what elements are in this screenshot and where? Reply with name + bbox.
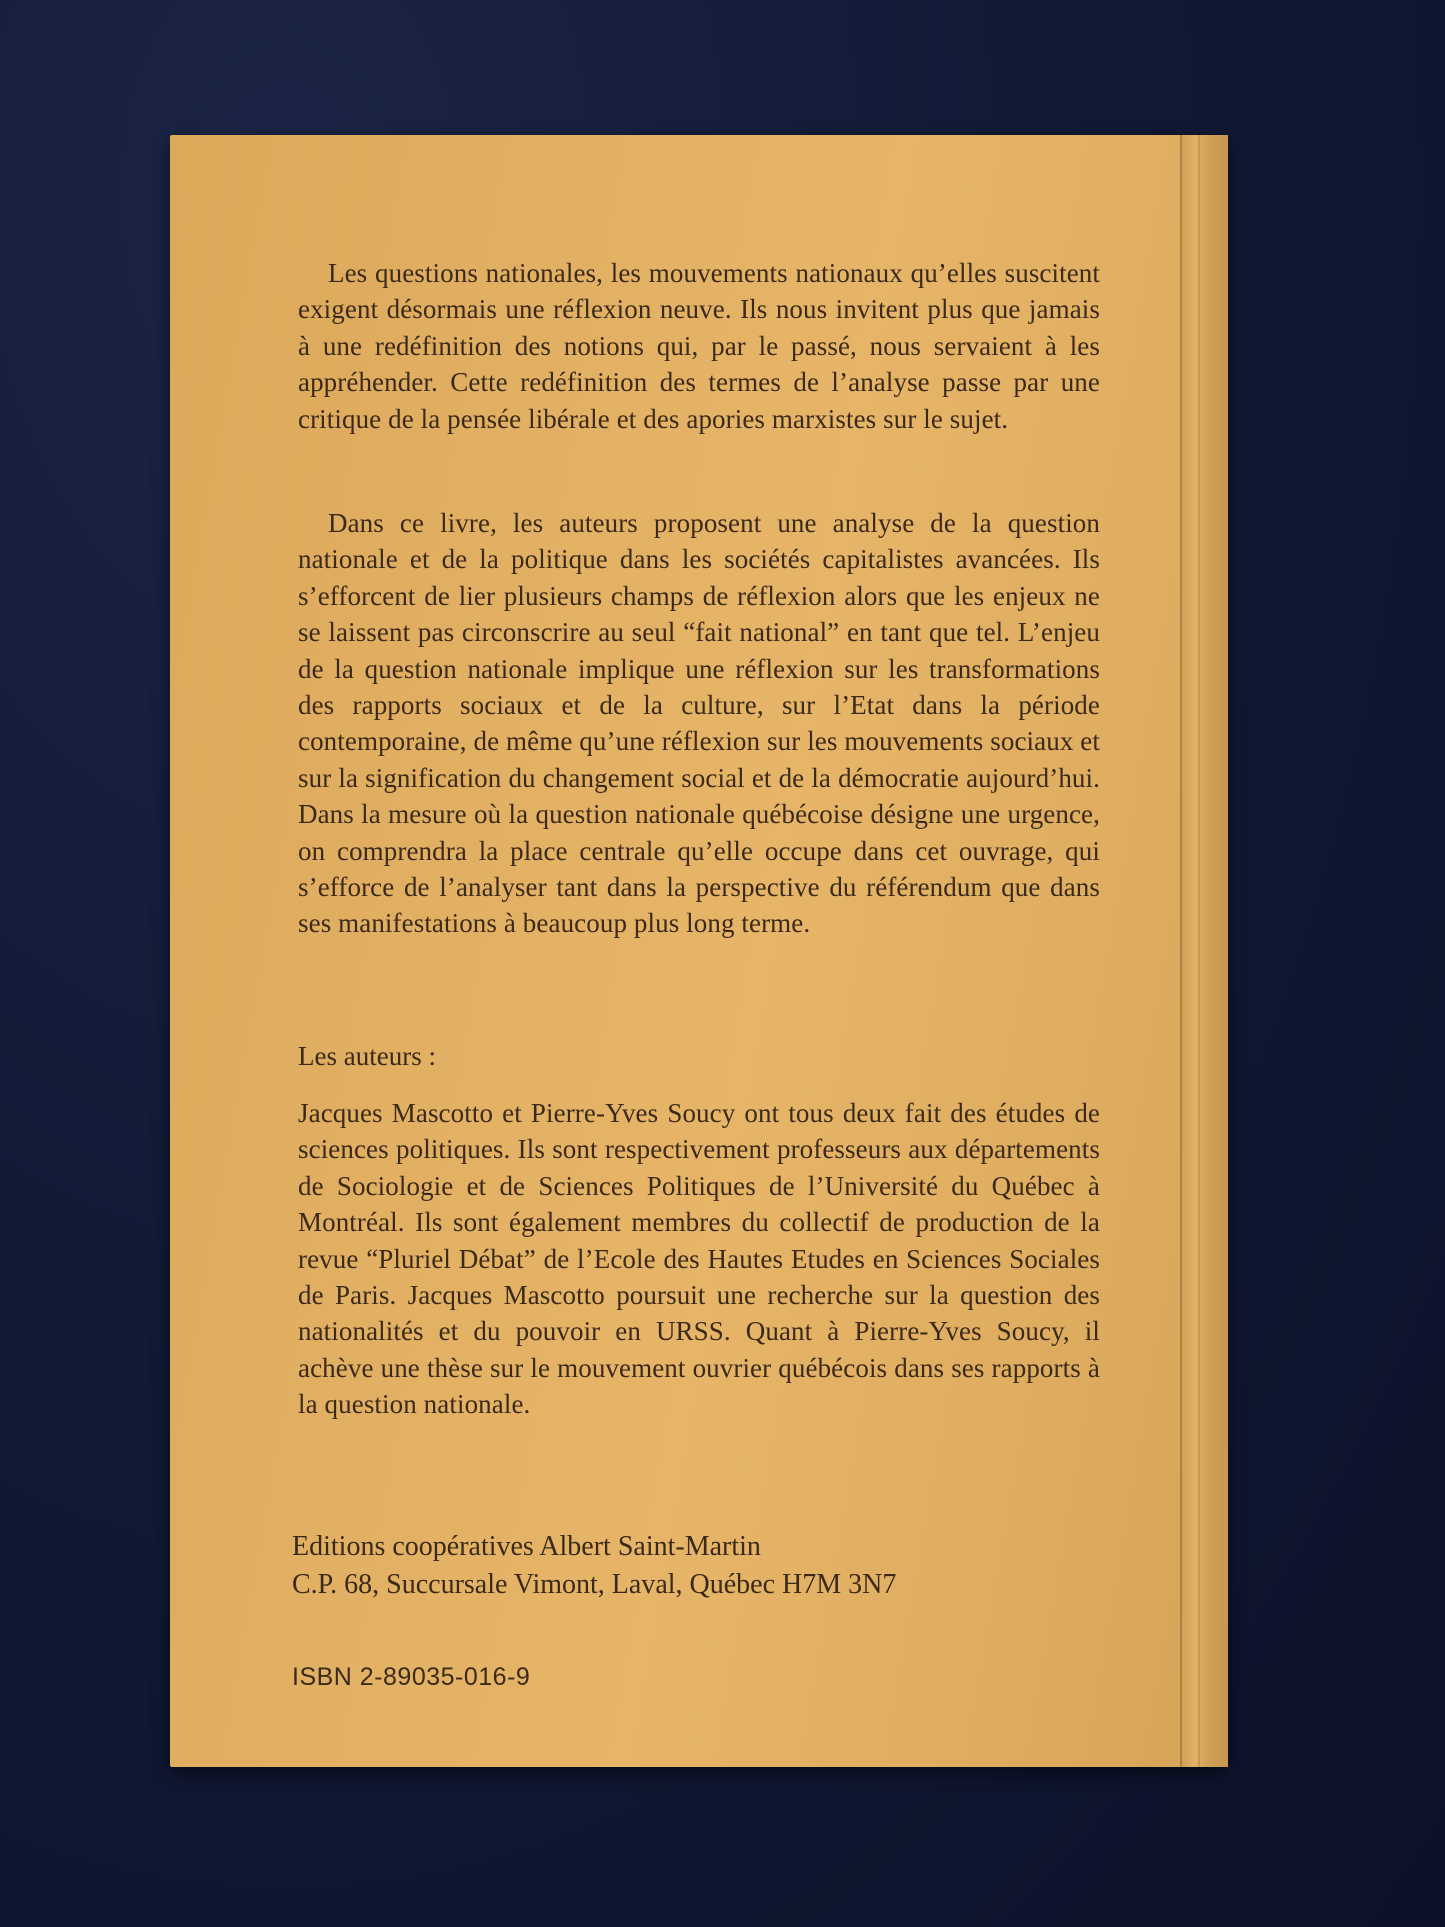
book-edge-line xyxy=(1198,135,1200,1767)
authors-heading: Les auteurs : xyxy=(298,1041,436,1071)
description-paragraph: Dans ce livre, les auteurs proposent une analyse de la question nationale et de la politique dans les sociétés capitalistes avancées. Ils s’efforcent de lier plusieurs champs de réflexion alors que les enjeux ne se laissent pas circonscrire au seul “fait national” en tant que tel. L’enjeu de la question nationale implique une réflexion sur les transformations des rapports sociaux et de la culture, sur l’Etat dans la période contemporaine, de même qu’une réflexion sur les mouvements sociaux et sur la signification du changement social et de la démocratie aujourd’hui. Dans la mesure où la question nationale québécoise désigne une urgence, on comprendra la place centrale qu’elle occupe dans cet ouvrage, qui s’efforce de l’analyser tant dans la perspective du référendum que dans ses manifestations à beaucoup plus long terme. xyxy=(298,508,1100,939)
intro-paragraph: Les questions nationales, les mouvements nationaux qu’elles suscitent exigent désormais une réflexion neuve. Ils nous invitent plus que jamais à une redéfinition des notions qui, par le passé, nous servaient à les appréhender. Cette redéfinition des termes de l’analyse passe par une critique de la pensée libérale et des apories marxistes sur le sujet. xyxy=(298,258,1100,434)
publisher-address: C.P. 68, Succursale Vimont, Laval, Québec H7M 3N7 xyxy=(292,1569,897,1600)
book-page-edge xyxy=(1180,135,1228,1767)
publisher-name: Editions coopératives Albert Saint-Martin xyxy=(292,1531,761,1562)
authors-bio-paragraph: Jacques Mascotto et Pierre-Yves Soucy ont tous deux fait des études de sciences politiques. Ils sont respectivement professeurs aux départements de Sociologie et de Sciences Politiques de l’Université du Québec à Montréal. Ils sont également membres du collectif de production de la revue “Pluriel Débat” de l’Ecole des Hautes Etudes en Sciences Sociales de Paris. Jacques Mascotto poursuit une recherche sur la question des nationalités et du pouvoir en URSS. Quant à Pierre-Yves Soucy, il achève une thèse sur le mouvement ouvrier québécois dans ses rapports à la question nationale. xyxy=(298,1098,1100,1420)
publisher-block xyxy=(292,1528,896,1604)
book-back-cover xyxy=(170,135,1228,1767)
isbn-number: ISBN 2-89035-016-9 xyxy=(292,1663,531,1691)
